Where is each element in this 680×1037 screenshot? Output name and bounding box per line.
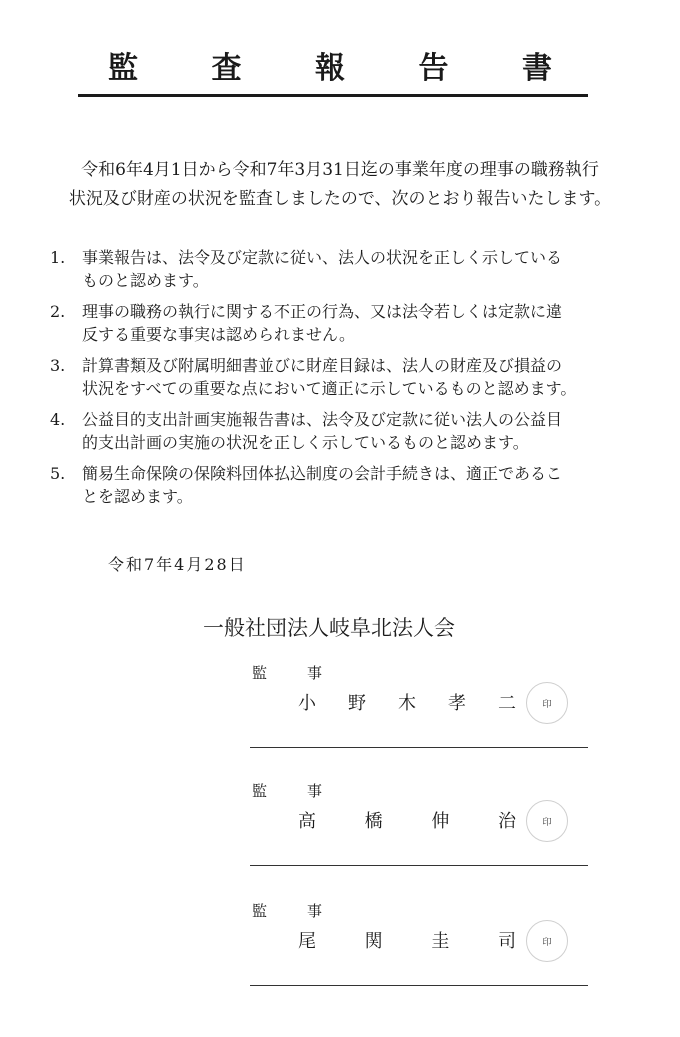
finding-number: 2. xyxy=(50,302,66,321)
title-char: 監 xyxy=(108,51,138,86)
title-char: 告 xyxy=(418,51,449,86)
finding-number: 5. xyxy=(50,464,66,483)
intro-paragraph xyxy=(0,156,680,214)
auditor-name xyxy=(298,927,516,953)
findings-list xyxy=(50,246,650,516)
name-char: 高 xyxy=(298,811,316,832)
intro-line: 状況及び財産の状況を監査しましたので、次のとおり報告いたします。 xyxy=(68,189,612,209)
signature-line xyxy=(250,985,588,986)
report-date: 令和7年4月28日 xyxy=(108,555,247,574)
finding-number: 1. xyxy=(50,248,66,267)
role-char: 事 xyxy=(306,664,322,682)
signature-line xyxy=(250,747,588,748)
name-char: 小 xyxy=(298,693,316,714)
finding-text: 事業報告は、法令及び定款に従い、法人の状況を正しく示している ものと認めます。 xyxy=(82,248,563,290)
intro-line: 令和6年4月1日から令和7年3月31日迄の事業年度の理事の職務執行 xyxy=(81,160,599,180)
name-char: 司 xyxy=(497,931,516,952)
role-char: 監 xyxy=(252,782,268,800)
auditor-name xyxy=(298,689,516,715)
finding-item xyxy=(50,408,650,454)
name-char: 尾 xyxy=(298,931,316,952)
signature-line xyxy=(250,865,588,866)
name-char: 橋 xyxy=(364,811,383,832)
name-char: 木 xyxy=(398,693,416,714)
finding-item xyxy=(50,462,650,508)
seal-stamp: 印 xyxy=(526,920,568,962)
title-char: 書 xyxy=(522,51,552,86)
role-char: 監 xyxy=(252,664,268,682)
role-char: 事 xyxy=(306,782,322,800)
seal-stamp: 印 xyxy=(526,682,568,724)
auditor-block xyxy=(250,662,588,780)
organization-name: 一般社団法人岐阜北法人会 xyxy=(203,616,455,640)
auditor-block xyxy=(250,900,588,1018)
title-char: 査 xyxy=(211,51,242,86)
finding-text: 簡易生命保険の保険料団体払込制度の会計手続きは、適正であるこ とを認めます。 xyxy=(82,464,563,506)
auditor-block xyxy=(250,780,588,898)
seal-stamp: 印 xyxy=(526,800,568,842)
role-char: 事 xyxy=(306,902,322,920)
finding-item xyxy=(50,246,650,292)
finding-text: 公益目的支出計画実施報告書は、法令及び定款に従い法人の公益目 的支出計画の実施の状況を正しく示しているものと認めます。 xyxy=(82,410,563,452)
name-char: 圭 xyxy=(431,931,450,952)
auditor-role xyxy=(252,662,322,683)
finding-number: 4. xyxy=(50,410,66,429)
finding-item xyxy=(50,300,650,346)
title-underline xyxy=(78,94,588,97)
finding-text: 計算書類及び附属明細書並びに財産目録は、法人の財産及び損益の 状況をすべての重要な点において適正に示しているものと認めます。 xyxy=(82,356,577,398)
name-char: 伸 xyxy=(431,811,450,832)
finding-text: 理事の職務の執行に関する不正の行為、又は法令若しくは定款に違 反する重要な事実は認められません。 xyxy=(82,302,563,344)
name-char: 孝 xyxy=(448,693,466,714)
auditor-role xyxy=(252,780,322,801)
auditor-name xyxy=(298,807,516,833)
auditor-role xyxy=(252,900,322,921)
name-char: 関 xyxy=(364,931,383,952)
finding-number: 3. xyxy=(50,356,66,375)
name-char: 二 xyxy=(498,693,516,714)
role-char: 監 xyxy=(252,902,268,920)
name-char: 治 xyxy=(497,811,516,832)
document-title xyxy=(78,40,588,90)
finding-item xyxy=(50,354,650,400)
name-char: 野 xyxy=(348,693,366,714)
title-char: 報 xyxy=(315,51,345,86)
